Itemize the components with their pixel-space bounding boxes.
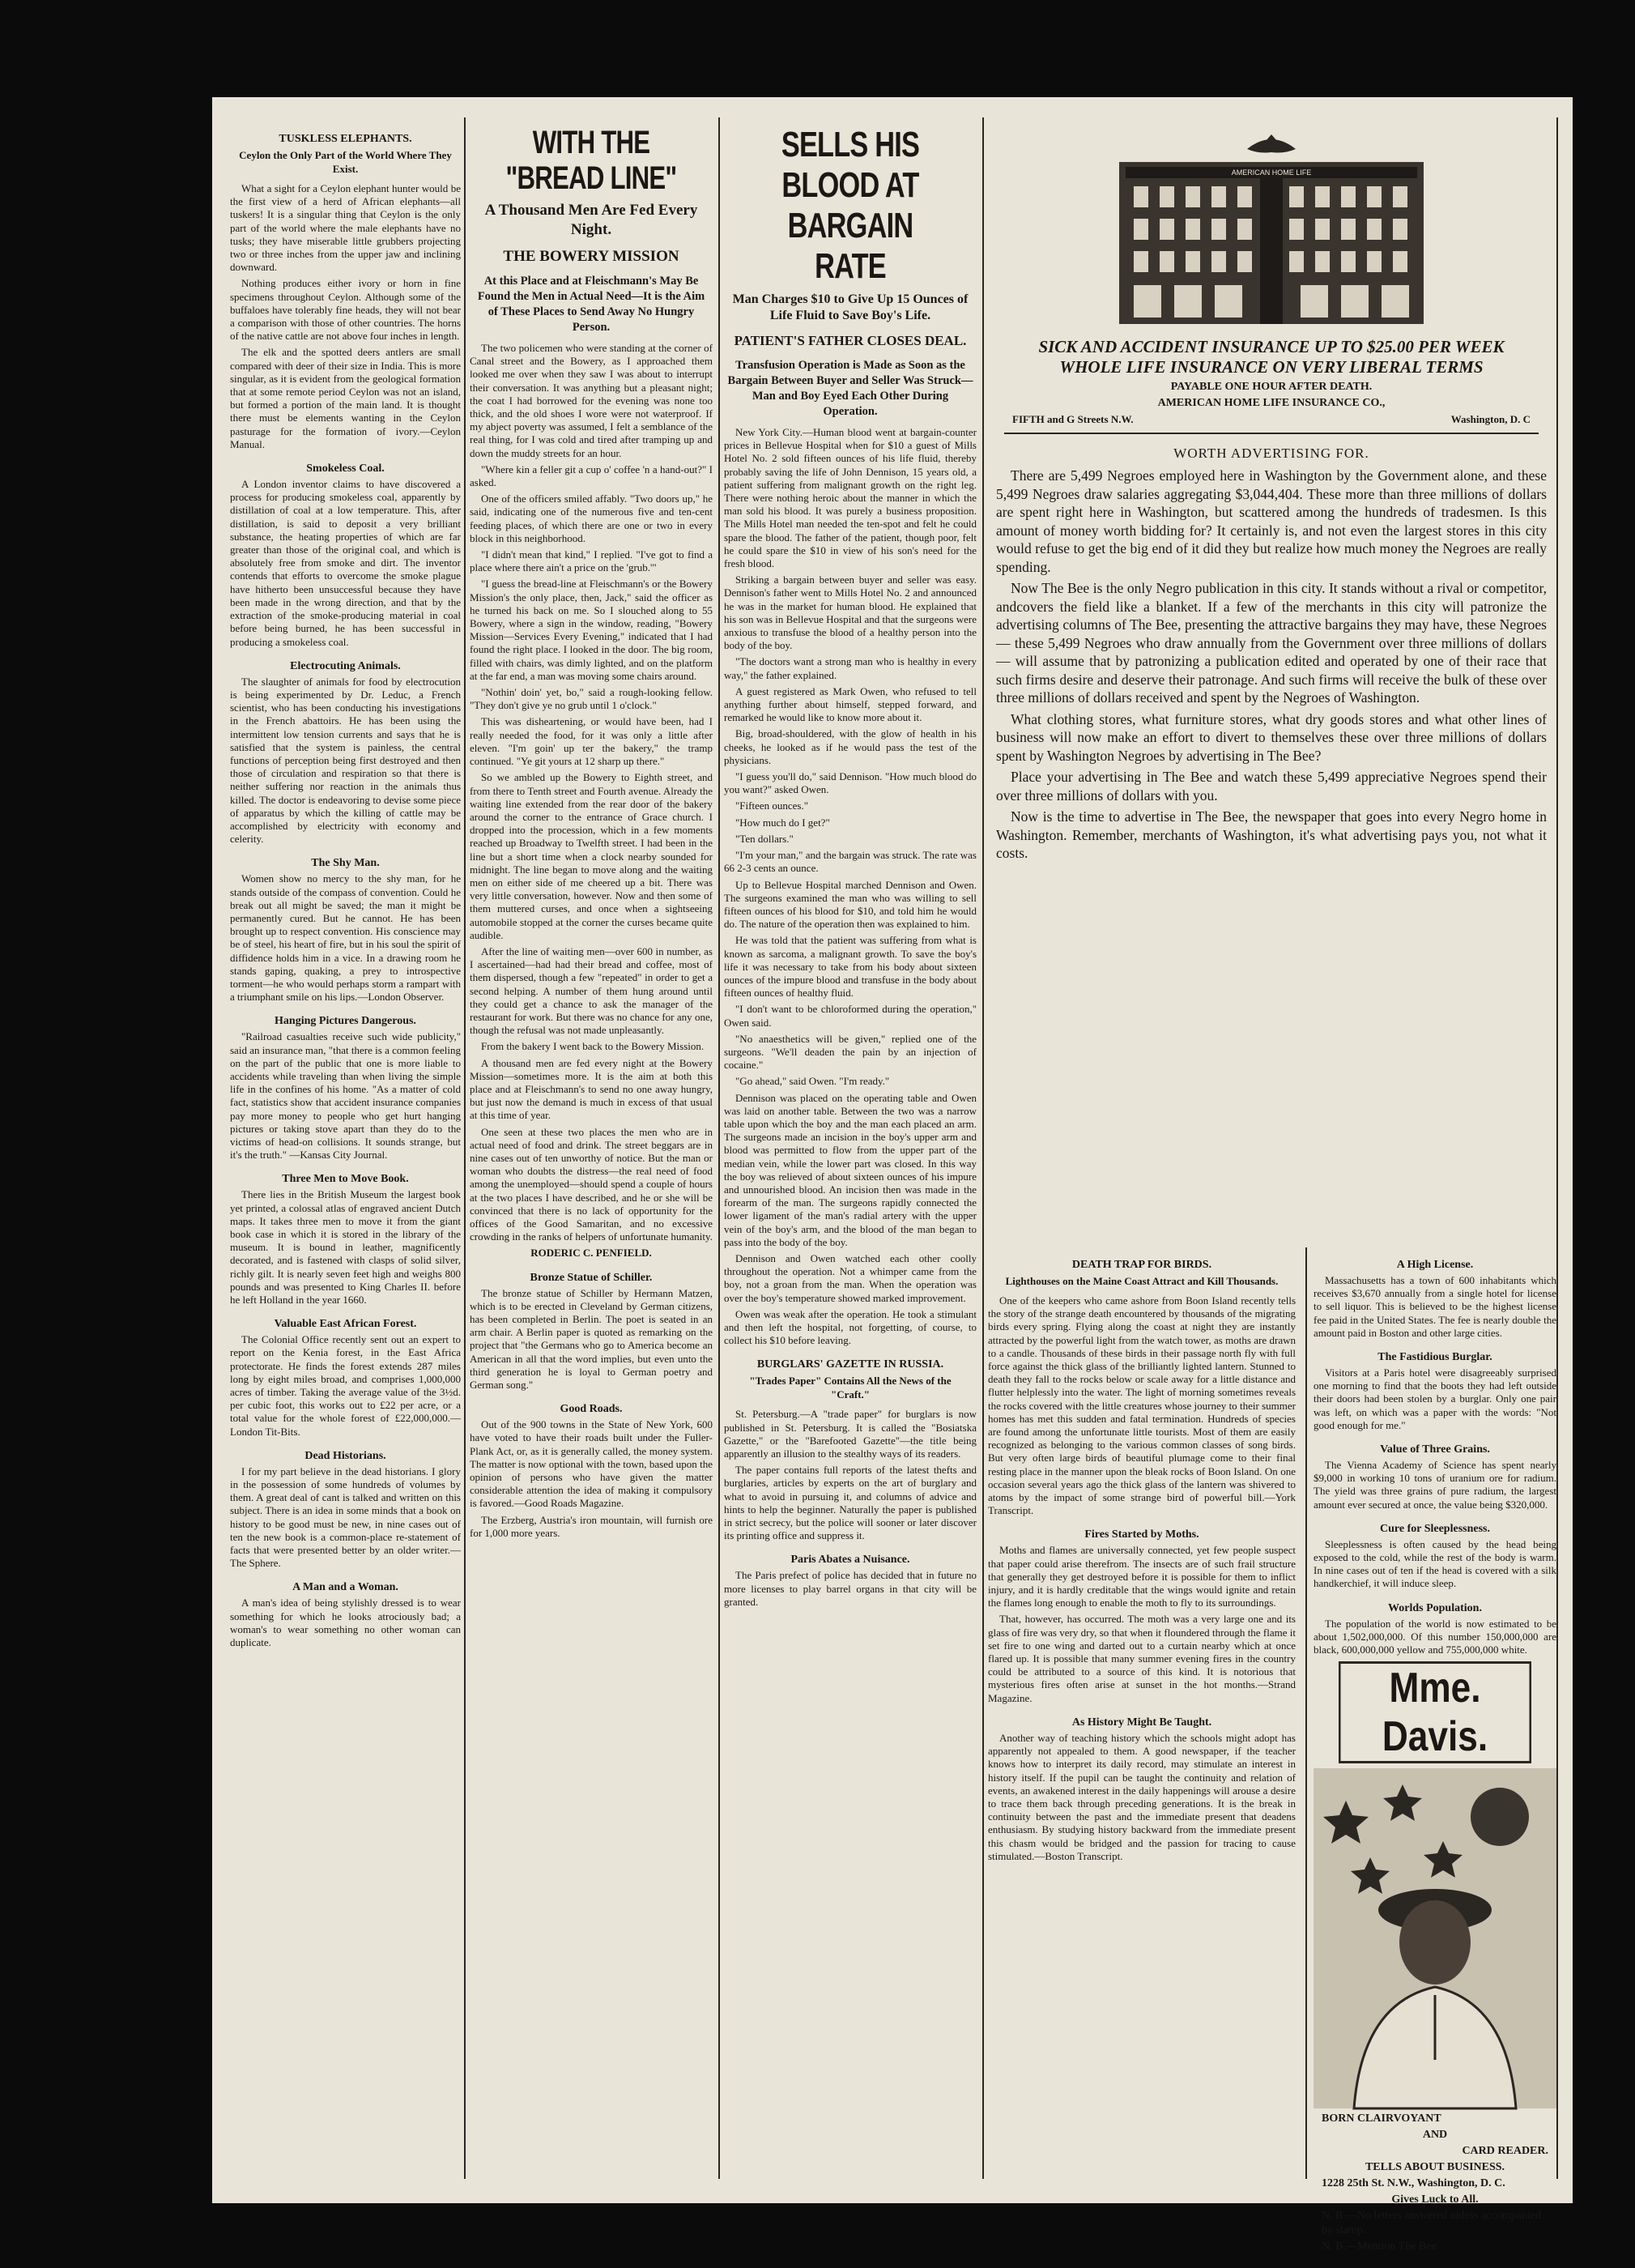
article-paragraph: "Where kin a feller git a cup o' coffee 'n a hand-out?" I asked. xyxy=(470,463,713,489)
worth-paragraph: Place your advertising in The Bee and watch these 5,499 appreciative Negroes spend their over three millions of dollars with you. xyxy=(996,769,1547,804)
article-headline: Three Men to Move Book. xyxy=(282,1173,409,1186)
mme-and: AND xyxy=(1422,2129,1448,2142)
bread-line-dek: At this Place and at Fleischmann's May Be Found the Men in Actual Need—It is the Aim of These Places to Send Away No Hungry Person. xyxy=(477,275,705,334)
bowery-mission-subhead: THE BOWERY MISSION xyxy=(503,248,679,265)
article-paragraph: This was disheartening, or would have been, had I really needed the food, for it was only a little after eleven. "I'm goin' up ter the bakery," the tramp continued. "Ye git yours at 12 sharp up there." xyxy=(470,715,713,768)
address-city: Washington, D. C xyxy=(1450,413,1531,425)
article-paragraph: Owen was weak after the operation. He took a stimulant and then left the hospital, not forgetting, of course, to collect his $10 before leaving. xyxy=(724,1307,977,1347)
article-paragraph: The Paris prefect of police has decided that in future no more licenses to play barrel organs in that city will be granted. xyxy=(724,1569,977,1608)
article-paragraph: "Railroad casualties receive such wide publicity," said an insurance man, "that there is a common feeling on the part of the public that one is more liable to accidents while traveling than when living the simple life in the confines of his home. "As a matter of cold fact, statistics show that accident insurance companies pay more money to people who get hurt hanging pictures or taking stove apart than they do to the victims of head-on collisions. It sounds strange, but it's the truth." —Kansas City Journal. xyxy=(230,1030,461,1162)
article-headline: A High License. xyxy=(1396,1259,1474,1271)
death-trap-headline: DEATH TRAP FOR BIRDS. xyxy=(1071,1259,1212,1271)
column-rule xyxy=(464,117,466,2179)
article-paragraph: "I didn't mean that kind," I replied. "I've got to find a place where there ain't a price on the 'grub.'" xyxy=(470,548,713,574)
article-paragraph: Nothing produces either ivory or horn in fine specimens throughout Ceylon. Although some of the buffaloes have tolerably fine heads, they will not bear a comparison with those of other countries. The horns of the native cattle are not above four inches in length. xyxy=(230,277,461,343)
article-headline: Electrocuting Animals. xyxy=(290,659,401,672)
article-paragraph: The Vienna Academy of Science has spent nearly $9,000 in working 10 tons of uranium ore for radium. The yield was three grains of pure radium, the largest amount ever secured at once, the value being $320,000. xyxy=(1314,1459,1556,1511)
article-paragraph: After the line of waiting men—over 600 in number, as I ascertained—had had their bread and coffee, most of them dispersed, though a few "repeated" in order to get a second helping. A number of them hung around until they could get a chance to ask the manager of the restaurant for work. But there was no chance for any one, though the refusal was not made unpleasantly. xyxy=(470,944,713,1037)
article-paragraph: Another way of teaching history which the schools might adopt has apparently not appealed to them. A good newspaper, if the teacher knows how to interpret its daily record, may stimulate an interest in history itself. If the pupil can be taught the continuity and relation of events, an awakened interest in the daily happenings will arouse a desire to trace them back through preceding generations. It is the break in continuity between the past and the immediate present that deadens enthusiasm. By studying history backward from the immediate present this chasm would be bridged and the passion for tracing to cause stimulated.—Boston Transcript. xyxy=(988,1731,1296,1862)
article-paragraph: "How much do I get?" xyxy=(735,816,830,829)
article-paragraph: One of the officers smiled affably. "Two doors up," he said, indicating one of the numerous five and ten-cent feeding places, of which there are one or two in every block in this neighborhood. xyxy=(470,492,713,544)
article-paragraph: Out of the 900 towns in the State of New York, 600 have voted to have their roads built under the Fuller-Plank Act, or, as it is generally called, the money system. The matter is now optional with the town, based upon the opinion of persons who have given the matter considerable attention the idea of making it compulsory is favored.—Good Roads Magazine. xyxy=(470,1418,713,1510)
mme-born: BORN CLAIRVOYANT xyxy=(1322,2112,1441,2125)
address-street: FIFTH and G Streets N.W. xyxy=(1012,413,1134,425)
article-paragraph: "I'm your man," and the bargain was struck. The rate was 66 2-3 cents an ounce. xyxy=(724,849,977,875)
blood-subhead: PATIENT'S FATHER CLOSES DEAL. xyxy=(734,333,967,348)
article-headline: TUSKLESS ELEPHANTS. xyxy=(279,133,412,145)
column-2-briefs xyxy=(470,1272,713,1540)
mme-davis-title: Mme. Davis. xyxy=(1339,1661,1531,1763)
column-rule xyxy=(1556,117,1558,2179)
mme-reader: CARD READER. xyxy=(1462,2145,1548,2158)
article-paragraph: The Erzberg, Austria's iron mountain, will furnish ore for 1,000 more years. xyxy=(470,1513,713,1539)
article-headline: Valuable East African Forest. xyxy=(274,1318,417,1331)
article-paragraph: "I guess you'll do," said Dennison. "How much blood do you want?" asked Owen. xyxy=(724,770,977,796)
worth-paragraph: There are 5,499 Negroes employed here in Washington by the Government alone, and these 5,499 Negroes draw salaries aggregating $3,044,404. These more than three millions of dollars are spent right here in Washington, but scattered among the hundreds of tradesmen. Is this amount of money worth bidding for? It certainly is, and not even the largest stores in this city would refuse to get the big end of it did they but realize how much money the Negroes are really spending. xyxy=(996,467,1547,575)
article-paragraph: "I don't want to be chloroformed during the operation," Owen said. xyxy=(724,1003,977,1029)
article-paragraph: Massachusetts has a town of 600 inhabitants which receives $3,670 annually from a single hotel for license to sell liquor. This is believed to be the highest license fee paid in the United States. The fee is nearly double the amount paid in Boston and other large cities. xyxy=(1314,1274,1556,1339)
column-rule xyxy=(718,117,720,2179)
column-3-briefs xyxy=(724,1358,977,1609)
insurance-ad-section xyxy=(988,122,1555,1239)
article-paragraph: Big, broad-shouldered, with the glow of health in his cheeks, he looked as if he would pass the test of the physicians. xyxy=(724,727,977,766)
article-paragraph: New York City.—Human blood went at bargain-counter prices in Bellevue Hospital when for $10 a guest of Mills Hotel No. 2 sold fifteen ounces of his life fluid, thereby probably saving the life of John Dennison, 15 years old, a patient suffering from malignant growth on the right leg. There were nothing heroic about the manner in which the man sold his blood. It was purely a business proposition. The Mills Hotel man needed the ten-spot and felt he could spare the blood. The father of the patient, though poor, felt he could spare the $10 in view of his son's need for the fresh blood. xyxy=(724,426,977,570)
article-paragraph: What a sight for a Ceylon elephant hunter would be the first view of a herd of African elephants—all tuskers! It is a singular thing that Ceylon is the only part of the world where the male elephants have no tusks; they have miserable little grubbers projecting two or three inches from the upper jaw and inclining downward. xyxy=(230,182,461,274)
article-headline: As History Might Be Taught. xyxy=(1071,1716,1212,1729)
article-paragraph: A London inventor claims to have discovered a process for producing smokeless coal, apparently by distillation of coal at a low temperature. This, after distillation, is said to deposit a very brilliant substance, the heating properties of which are far greater than those of the original coal, and which is absolutely free from smoke and dirt. The inventor contends that efforts to overcome the smoke plague have hitherto been unsuccessful because they have been made in the wrong direction, and that by the extraction of the smoke-producing material in coal before being burned, he has been successful in producing a smokeless coal. xyxy=(230,478,461,648)
article-headline: Fires Started by Moths. xyxy=(1084,1528,1199,1541)
article-paragraph: The population of the world is now estimated to be about 1,502,000,000. Of this number 150,000,000 are black, 600,000,000 yellow and 755,000,000 white. xyxy=(1314,1617,1556,1656)
article-paragraph: The paper contains full reports of the latest thefts and burglaries, articles by experts on the art of burglary and what to avoid in pursuing it, and columns of advice and hints to help the beginner. Naturally the paper is published in strict secrecy, but the police will sooner or later discover its printing office and suppress it. xyxy=(724,1464,977,1542)
article-paragraph: So we ambled up the Bowery to Eighth street, and from there to Tenth street and Fourth avenue. Already the waiting line extended from the rear door of the bakery around the corner to the entrance of Grace church. I dropped into the procession, which in a few moments reached up Broadway to Twelfth street. I had been in the line but a short time when a clock nearby sounded for midnight. The line began to move along and the waiting men on either side of me cheered up a bit. There was very little conversation, however. Now and then some of them muttered curses, and once when a sightseeing automobile stopped at the corner the curses became quite audible. xyxy=(470,771,713,941)
article-paragraph: Dennison was placed on the operating table and Owen was laid on another table. Between the two was a narrow table upon which the boy and the man each placed an arm. The surgeons made an incision in the boy's upper arm and blood was permitted to flow from the upper part of the median vein, while the lower part was closed. In this way the boy was relieved of about sixteen ounces of his impure and unnourished blood. An incision then was made in the forearm of the man. The surgeons rapidly connected the lower ligament of the man's radial artery with the upper vein of the boy's arm, and the blood of the man began to pass into the body of the boy. xyxy=(724,1091,977,1248)
article-paragraph: "Fifteen ounces." xyxy=(735,799,809,812)
worth-paragraph: Now is the time to advertise in The Bee, the newspaper that goes into every Negro home in Washington. Remember, merchants of Washington, it's what advertising pays you, not what it costs. xyxy=(996,808,1547,861)
article-paragraph: One of the keepers who came ashore from Boon Island recently tells the story of the strange death encountered by thousands of the migrating birds every spring. Flying along the coast at night they are instantly attracted by the powerful light from the watch tower, as moths are drawn to a candle. Thousands of these birds in their passage north fly with full force against the thick glass of the brilliantly lighted lantern. Stunned to death they fall to the rocks below or scale away for a little distance and flutter helplessly into the water. The light of morning sometimes reveals the rocks covered with the little creatures whose journey to their summer homes has met this sudden and fatal termination. Hundreds of species are found among the unfortunate little tourists. Most of them are easily recognized as belonging to the various common classes of song birds. But very often large birds of beautiful plumage come to their final resting place in the manner upon the bleak rocks of Boon Island. On one occasion several years ago the thick glass of the lantern was shivered to atoms by the impact of some strange bird of powerful bill.—York Transcript. xyxy=(988,1294,1296,1517)
column-4-lower xyxy=(988,1247,1296,2179)
column-1 xyxy=(230,122,461,2179)
article-headline: Bronze Statue of Schiller. xyxy=(530,1271,653,1284)
payable-line: PAYABLE ONE HOUR AFTER DEATH. xyxy=(1170,381,1373,393)
column-2 xyxy=(470,122,713,2179)
article-headline: Dead Historians. xyxy=(304,1449,386,1462)
article-headline: Paris Abates a Nuisance. xyxy=(790,1554,910,1567)
mme-address: 1228 25th St. N.W., Washington, D. C. xyxy=(1322,2177,1505,2190)
blood-dek-2: Transfusion Operation is Made as Soon as the Bargain Between Buyer and Seller Was Struck—Man and Boy Eyed Each Other During Operation. xyxy=(727,359,973,418)
portrait-illustration-icon xyxy=(1314,1768,1556,2108)
article-paragraph: "I guess the bread-line at Fleischmann's or the Bowery Mission's the only place, then, Jack," said the officer as he turned his back on me. So I slouched along to 55 Bowery, where a sign in the window, reading, "Bowery Mission—Services Every Evening," indicated that I had found the right place. I looked in the door. The big room, filled with chairs, was dimly lighted, and on the platform at the far end, a man was moving some chairs around. xyxy=(470,578,713,682)
article-paragraph: "Go ahead," said Owen. "I'm ready." xyxy=(735,1075,890,1088)
blood-body xyxy=(724,426,977,1347)
article-paragraph: Women show no mercy to the shy man, for he stands outside of the compass of convention. Could he break out all might be saved; the man it might be permanently cured. But he cannot. He has been brought up to respect convention. His conscience may be of steel, his heart of fire, but in his soul the spirit of diffidence holds him in a vice. In a drawing room he stands gaping, quaking, a prey to introspective torment—he who would perhaps storm a rampart with a triumphant smile on his lips.—London Observer. xyxy=(230,872,461,1004)
article-paragraph: One seen at these two places the men who are in actual need of food and drink. The street beggars are in nine cases out of ten unworthy of notice. But the man or woman who doubts the distress—the real need of food among the unemployed—should spend a couple of hours at the two places I have described, and he or she will be convinced that there is no lack of opportunity for the offices of the Good Samaritan, and no excessive crowding in the ranks of helpers of unfortunate humanity. xyxy=(470,1125,713,1243)
mme-nb2: N. B.—Mention The Bee. xyxy=(1322,2240,1440,2253)
article-paragraph: The bronze statue of Schiller by Hermann Matzen, which is to be erected in Cleveland by German citizens, has been completed in Berlin. The poet is seated in an arm chair. A Berlin paper is quoted as remarking on the project that "the Germans who go to America become an American in all that the word implies, but even unto the third generation he is loyal to German poetry and German song." xyxy=(470,1286,713,1392)
article-paragraph: "Nothin' doin' yet, bo," said a rough-looking fellow. "They don't give ye no grub until 1 o'clock." xyxy=(470,686,713,712)
article-headline: The Fastidious Burglar. xyxy=(1377,1351,1492,1364)
article-headline: Cure for Sleeplessness. xyxy=(1380,1522,1490,1535)
column-4b-lower xyxy=(1314,1247,1556,2253)
mme-nb1: N. B.—No letters answered unless accompanied by stamp. xyxy=(1322,2210,1541,2237)
article-paragraph: "Ten dollars." xyxy=(735,832,794,845)
building-sign: AMERICAN HOME LIFE xyxy=(1231,168,1312,177)
article-paragraph: There lies in the British Museum the largest book yet printed, a colossal atlas of engraved ancient Dutch maps. It takes three men to move it from the giant book case in which it is stored in the library of the museum. It is bound in leather, magnificently decorated, and is fastened with clasps of solid silver, richly gilt. It is nearly seven feet high and weighs 800 pounds and was presented to King Charles II. before he left Holland in the year 1660. xyxy=(230,1188,461,1307)
article-paragraph: The Colonial Office recently sent out an expert to report on the Kenia forest, in the East Africa protectorate. He finds the forest extends 287 miles long by eight miles broad, and comprises 1,000,000 acres of timber. Taking the average value of the 3½d. per cubic foot, this works out to £22 per acre, or a total value for the whole forest of £22,000,000.—London Tit-Bits. xyxy=(230,1333,461,1438)
bread-line-subhead: A Thousand Men Are Fed Every Night. xyxy=(484,202,698,238)
bread-line-body xyxy=(470,342,713,1243)
article-paragraph: From the bakery I went back to the Bowery Mission. xyxy=(481,1040,705,1053)
article-paragraph: That, however, has occurred. The moth was a very large one and its glass of fire was very dry, so that when it floundered through the flame it set fire to one wing and darted out to a curtain nearby which at once flared up. It is possible that many summer evening fires in the country could be attributed to a source of this kind. It is notorious that mysterious fires often arise at sunset in the hot months.—Strand Magazine. xyxy=(988,1613,1296,1704)
article-paragraph: He was told that the patient was suffering from what is known as sarcoma, a malignant growth. To save the boy's life it was necessary to take from his body about sixteen ounces of the impure blood and transfuse in the body about fifteen ounces of healthy fluid. xyxy=(724,934,977,1000)
article-headline: Value of Three Grains. xyxy=(1380,1443,1490,1456)
article-headline: Hanging Pictures Dangerous. xyxy=(275,1015,416,1028)
company-name: AMERICAN HOME LIFE INSURANCE CO., xyxy=(1157,397,1386,409)
death-trap-dek: Lighthouses on the Maine Coast Attract and Kill Thousands. xyxy=(1005,1275,1279,1287)
article-paragraph: "The doctors want a strong man who is healthy in every way," the father explained. xyxy=(724,655,977,681)
article-paragraph: A thousand men are fed every night at the Bowery Mission—sometimes more. It is the aim at both this place and at Fleischmann's to send no one away hungry, but just now the demand is much in excess of that usual at this time of year. xyxy=(470,1056,713,1122)
worth-paragraph: Now The Bee is the only Negro publication in this city. It stands without a rival or competitor, andcovers the field like a blanket. If a few of the merchants in this city will patronize the advertising columns of The Bee, presenting the attractive bargains they may have, these Negroes — these 5,499 Negroes who draw annually from the Government over three millions of dollars — will assume that by patronizing a publication edited and operated by one of their race that such firms desire and deserve their patronage. And such firms will receive the bulk of these over three millions of dollars received and spent by the Negroes of Washington. xyxy=(996,580,1547,706)
death-trap-body xyxy=(988,1294,1296,1517)
mme-luck: Gives Luck to All. xyxy=(1391,2193,1479,2206)
article-paragraph: Striking a bargain between buyer and seller was easy. Dennison's father went to Mills Hotel No. 2 and announced he was in the market for human blood. He explained that his son was in Bellevue Hospital and that the surgeons were anxious to transfuse the blood of a healthy person into the body of the boy. xyxy=(724,573,977,652)
article-paragraph: "No anaesthetics will be given," replied one of the surgeons. "We'll deaden the pain by an injection of cocaine." xyxy=(724,1032,977,1072)
article-dek: Ceylon the Only Part of the World Where They Exist. xyxy=(239,149,452,175)
article-headline: The Shy Man. xyxy=(311,857,380,870)
article-headline: Good Roads. xyxy=(560,1403,623,1416)
byline: RODERIC C. PENFIELD. xyxy=(530,1247,652,1260)
blood-dek: Man Charges $10 to Give Up 15 Ounces of Life Fluid to Save Boy's Life. xyxy=(732,292,969,322)
mme-tells: TELLS ABOUT BUSINESS. xyxy=(1365,2161,1505,2174)
article-paragraph: I for my part believe in the dead historians. I glory in the possession of some hundreds of volumes by them. A great deal of cant is talked and written on this subject. There is an idea in some minds that a book on history to be good must be new, in nine cases out of ten the new book is a common-place re-statement of facts that were presented better by an older writer.—The Sphere. xyxy=(230,1464,461,1570)
column-3 xyxy=(724,122,977,2179)
article-paragraph: Moths and flames are universally connected, yet few people suspect that paper could arise therefrom. The insects are of such frail structure that generally they get destroyed before it is possible for them to inflict injury, and it is hardly creditable that the wings would ignite and retain the flames long enough to enable the moth to fly to its surroundings. xyxy=(988,1544,1296,1609)
article-paragraph: Sleeplessness is often caused by the head being exposed to the cold, while the rest of the body is warm. In nine cases out of ten if the head is covered with a silk handkerchief, it will induce sleep. xyxy=(1314,1537,1556,1590)
worth-advertising-title: WORTH ADVERTISING FOR. xyxy=(1173,446,1369,461)
company-address xyxy=(1012,413,1531,426)
article-paragraph: A guest registered as Mark Owen, who refused to tell anything further about himself, stepped forward, and remarked he would like to know more about it. xyxy=(724,684,977,724)
divider xyxy=(1004,433,1539,434)
article-paragraph: The slaughter of animals for food by electrocution is being experimented by Dr. Leduc, a French scientist, who has been conducting his investigations in the French abattoirs. He has been using the intermittent low tension currents and says that he is satisfied that the system is painless, the central functions of perception being first destroyed and then those of circulation and respiration so that there is neither suffering nor reaction in the animals thus killed. The doctor is endeavoring to devise some piece of apparatus by which the killing of cattle may be accomplished by electricity with economy and celerity. xyxy=(230,675,461,846)
bread-line-banner: WITH THE "BREAD LINE" xyxy=(505,125,677,196)
column-4-briefs xyxy=(988,1528,1296,1862)
article-paragraph: Dennison and Owen watched each other coolly throughout the operation. Not a whimper came from the boy, not a groan from the man. When the operation was over the boy's temperature showed marked improvement. xyxy=(724,1251,977,1304)
article-paragraph: A man's idea of being stylishly dressed is to wear something for which he looks atrociously bad; a woman's to wear something no other woman can duplicate. xyxy=(230,1597,461,1649)
worth-paragraph: What clothing stores, what furniture stores, what dry goods stores and what other lines of business will now make an effort to divert to themselves these over three millions of dollars spent by Washington Negroes by advertising in The Bee? xyxy=(996,710,1547,764)
briefs-list xyxy=(1314,1259,1556,1656)
article-headline: BURGLARS' GAZETTE IN RUSSIA. xyxy=(756,1358,944,1371)
article-paragraph: The elk and the spotted deers antlers are small compared with deer of their size in India. This is more singular, as it is evident from the geological formation that at some remote period Ceylon was not an island, but formed a portion of the main land. It is thought there must be elements wanting in the Ceylon pasturage for the formation of ivory.—Ceylon Manual. xyxy=(230,346,461,450)
article-dek: "Trades Paper" Contains All the News of the "Craft." xyxy=(749,1375,952,1401)
article-headline: Smokeless Coal. xyxy=(306,463,385,475)
article-paragraph: The two policemen who were standing at the corner of Canal street and the Bowery, as I approached them looked me over when they saw I was about to interrupt their conversation. It was anything but a pleasant night; the coat I had borrowed for the evening was none too thick, and the old shoes I wore were not waterproof. If my abject poverty was assumed, I felt a semblance of the real thing, for I was cold and tired after tramping up and down the muddy streets for an hour. xyxy=(470,342,713,459)
worth-advertising-body xyxy=(988,467,1555,863)
article-paragraph: Up to Bellevue Hospital marched Dennison and Owen. The surgeons examined the man who was willing to sell fifteen ounces of his blood for $10, and told him he would do. The nature of the operation then was explained to him. xyxy=(724,878,977,931)
building-illustration-icon xyxy=(1101,130,1441,332)
blood-banner: SELLS HIS BLOOD AT BARGAIN RATE xyxy=(781,125,920,286)
article-headline: A Man and a Woman. xyxy=(292,1581,398,1594)
article-paragraph: Visitors at a Paris hotel were disagreeably surprised one morning to find that the boots they had left outside their doors had been stolen by a burglar. Only one pair was left, on which was a paper with the words: "Not good enough for me." xyxy=(1314,1366,1556,1431)
column-rule xyxy=(982,117,984,2179)
article-paragraph: St. Petersburg.—A "trade paper" for burglars is now published in St. Petersburg. It is called the "Bosiatska Gazette," or the "Barefooted Gazette"—the title being apparently an illusion to the stealthy ways of its readers. xyxy=(724,1408,977,1460)
column-rule xyxy=(1305,1247,1307,2179)
insurance-slogan: SICK AND ACCIDENT INSURANCE UP TO $25.00 PER WEEK WHOLE LIFE INSURANCE ON VERY LIBERAL TERMS xyxy=(1038,337,1505,377)
article-headline: Worlds Population. xyxy=(1388,1601,1482,1614)
